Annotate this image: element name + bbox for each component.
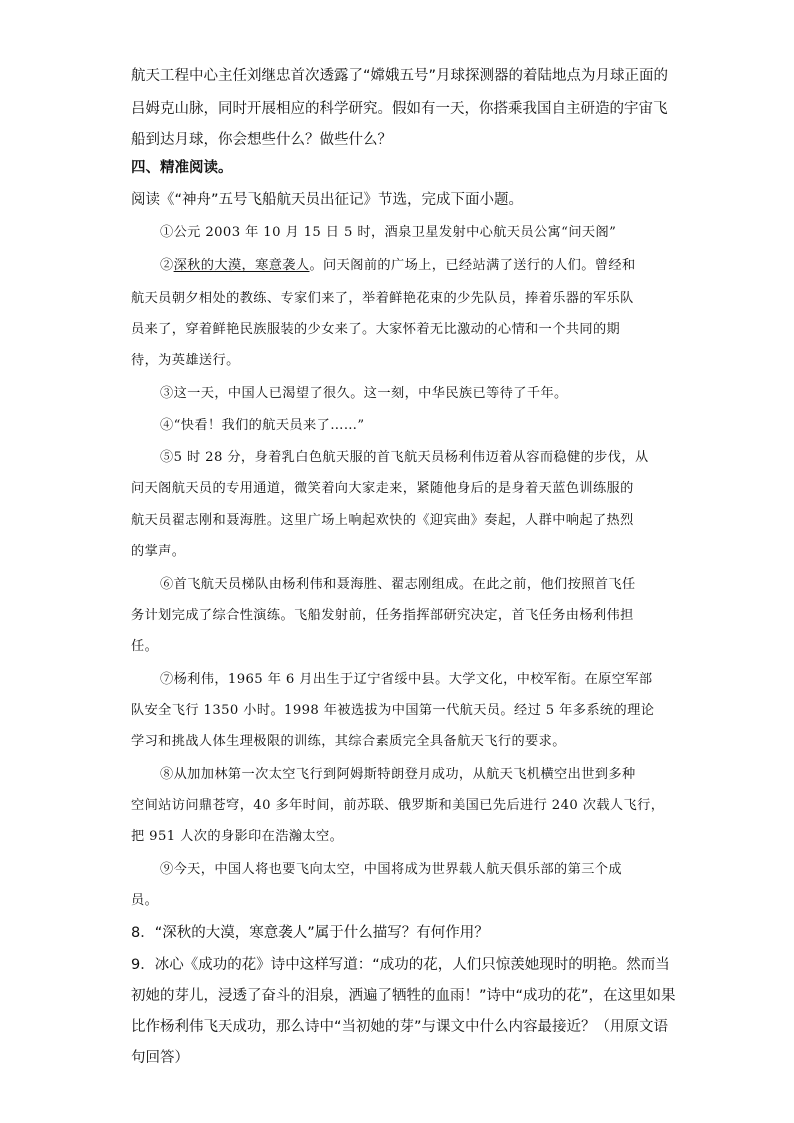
passage-para-1: ①公元 2003 年 10 月 15 日 5 时，酒泉卫星发射中心航天员公寓“问天阁” bbox=[160, 225, 617, 240]
passage-para-5-line-4: 的掌声。 bbox=[131, 544, 186, 559]
underlined-phrase: 深秋的大漠，寒意袭人 bbox=[173, 258, 310, 273]
passage-para-2-line-1 bbox=[160, 256, 636, 276]
question-8: 8．“深秋的大漠，寒意袭人”属于什么描写？有何作用？ bbox=[131, 925, 489, 941]
passage-para-7-line-1: ⑦杨利伟，1965 年 6 月出生于辽宁省绥中县。大学文化，中校军衔。在原空军部 bbox=[160, 672, 653, 687]
passage-para-4: ④“快看！我们的航天员来了……” bbox=[160, 418, 365, 433]
passage-para-5-line-1: ⑤5 时 28 分，身着乳白色航天服的首飞航天员杨利伟迈着从容而稳健的步伐，从 bbox=[160, 450, 649, 465]
passage-para-6-line-3: 任。 bbox=[131, 639, 159, 654]
passage-para-6-line-2: 务计划完成了综合性演练。飞船发射前，任务指挥部研究决定，首飞任务由杨利伟担 bbox=[131, 608, 634, 623]
passage-para-8-line-1: ⑧从加加林第一次太空飞行到阿姆斯特朗登月成功，从航天飞机横空出世到多种 bbox=[160, 767, 636, 782]
intro-line-1: 航天工程中心主任刘继忠首次透露了“嫦娥五号”月球探测器的着陆地点为月球正面的 bbox=[131, 68, 669, 84]
passage-para-9-line-1: ⑨今天，中国人将也要飞向太空，中国将成为世界载人航天俱乐部的第三个成 bbox=[160, 862, 622, 877]
intro-line-2: 吕姆克山脉，同时开展相应的科学研究。假如有一天，你搭乘我国自主研造的宇宙飞 bbox=[131, 101, 668, 117]
question-9-line-1: 9．冰心《成功的花》诗中这样写道：“成功的花，人们只惊羡她现时的明艳。然而当 bbox=[131, 957, 670, 973]
para-2-rest: 。问天阁前的广场上，已经站满了送行的人们。曾经和 bbox=[309, 258, 636, 273]
section-title: 四、精准阅读。 bbox=[131, 160, 233, 176]
passage-para-2-line-4: 待，为英雄送行。 bbox=[131, 353, 240, 368]
passage-para-7-line-3: 学习和挑战人体生理极限的训练，其综合素质完全具备航天飞行的要求。 bbox=[131, 734, 566, 749]
passage-para-2-line-2: 航天员朝夕相处的教练、专家们来了，举着鲜艳花束的少先队员，捧着乐器的军乐队 bbox=[131, 291, 634, 306]
intro-line-3: 船到达月球，你会想些什么？做些什么？ bbox=[131, 132, 392, 148]
question-9-line-3: 比作杨利伟飞天成功，那么诗中“当初她的芽”与课文中什么内容最接近？（用原文语 bbox=[131, 1019, 669, 1035]
passage-para-5-line-3: 航天员翟志刚和聂海胜。这里广场上响起欢快的《迎宾曲》奏起，人群中响起了热烈 bbox=[131, 513, 634, 528]
passage-para-5-line-2: 问天阁航天员的专用通道，微笑着向大家走来，紧随他身后的是身着天蓝色训练服的 bbox=[131, 481, 634, 496]
passage-para-7-line-2: 队安全飞行 1350 小时。1998 年被选拔为中国第一代航天员。经过 5 年多系统的理论 bbox=[131, 703, 655, 718]
instruction: 阅读《“神舟”五号飞船航天员出征记》节选，完成下面小题。 bbox=[131, 192, 524, 208]
passage-para-9-line-2: 员。 bbox=[131, 893, 159, 908]
question-9-line-4: 句回答） bbox=[131, 1050, 189, 1066]
passage-para-8-line-3: 把 951 人次的身影印在浩瀚太空。 bbox=[131, 829, 344, 844]
passage-para-6-line-1: ⑥首飞航天员梯队由杨利伟和聂海胜、翟志刚组成。在此之前，他们按照首飞任 bbox=[160, 577, 636, 592]
passage-para-3: ③这一天，中国人已渴望了很久。这一刻，中华民族已等待了千年。 bbox=[160, 386, 568, 401]
passage-para-8-line-2: 空间站访问鼎苍穹，40 多年时间，前苏联、俄罗斯和美国已先后进行 240 次载人飞行， bbox=[131, 798, 665, 813]
para-number: ② bbox=[160, 258, 174, 273]
passage-para-2-line-3: 员来了，穿着鲜艳民族服装的少女来了。大家怀着无比激动的心情和一个共同的期 bbox=[131, 322, 621, 337]
question-9-line-2: 初她的芽儿，浸透了奋斗的泪泉，洒遍了牺牲的血雨！”诗中“成功的花”，在这里如果 bbox=[131, 988, 676, 1004]
